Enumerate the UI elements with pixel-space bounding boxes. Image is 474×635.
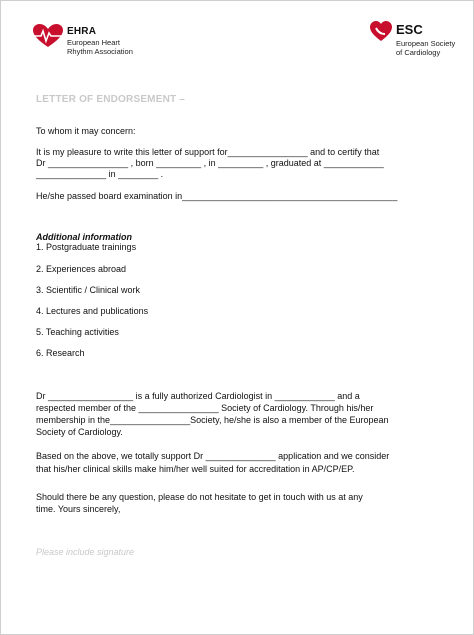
esc-line-1: European Society bbox=[396, 39, 456, 48]
paragraph-3-line-2: that his/her clinical skills make him/her well suited for accreditation in AP/CP/EP. bbox=[36, 464, 355, 474]
ehra-subtitle bbox=[67, 39, 133, 56]
paragraph-2-line-2: respected member of the ________________ Society of Cardiology. Through his/her bbox=[36, 403, 374, 413]
paragraph-2-line-1: Dr _________________ is a fully authorized Cardiologist in ____________ and a bbox=[36, 391, 360, 401]
info-item-2: 2. Experiences abroad bbox=[36, 264, 127, 274]
paragraph-4-line-1: Should there be any question, please do not hesitate to get in touch with us at any bbox=[36, 492, 363, 502]
esc-line-2: of Cardiology bbox=[396, 47, 441, 57]
ehra-name: EHRA bbox=[67, 26, 97, 37]
paragraph-1-line-3: ______________ in ________ . bbox=[36, 169, 164, 179]
signature-placeholder: Please include signature bbox=[36, 547, 135, 557]
board-exam-line: He/she passed board examination in___________________________________________ bbox=[36, 191, 398, 201]
info-item-3: 3. Scientific / Clinical work bbox=[36, 285, 141, 295]
letter-title: LETTER OF ENDORSEMENT – bbox=[36, 94, 186, 105]
ehra-line-1: European Heart bbox=[67, 38, 120, 47]
info-item-6: 6. Research bbox=[36, 348, 85, 358]
info-item-1: 1. Postgraduate trainings bbox=[36, 242, 137, 252]
esc-subtitle bbox=[396, 40, 455, 57]
esc-name: ESC bbox=[396, 22, 423, 37]
info-item-4: 4. Lectures and publications bbox=[36, 306, 149, 316]
ehra-heart-logo-icon bbox=[31, 23, 65, 49]
esc-heart-logo-icon bbox=[369, 19, 393, 43]
paragraph-3-line-1: Based on the above, we totally support Dr ______________ application and we consider bbox=[36, 451, 390, 461]
additional-info-heading: Additional information bbox=[36, 232, 132, 242]
ehra-line-2: Rhythm Association bbox=[67, 46, 133, 56]
paragraph-1-line-2: Dr ________________ , born _________ , in _________ , graduated at ____________ bbox=[36, 158, 384, 168]
paragraph-2-line-3: membership in the________________Society, he/she is also a member of the European bbox=[36, 415, 389, 425]
paragraph-1-line-1: It is my pleasure to write this letter of support for________________ and to certify that bbox=[36, 147, 380, 157]
info-item-5: 5. Teaching activities bbox=[36, 327, 119, 337]
paragraph-4-line-2: time. Yours sincerely, bbox=[36, 504, 121, 514]
paragraph-2-line-4: Society of Cardiology. bbox=[36, 427, 123, 437]
salutation: To whom it may concern: bbox=[36, 126, 136, 136]
